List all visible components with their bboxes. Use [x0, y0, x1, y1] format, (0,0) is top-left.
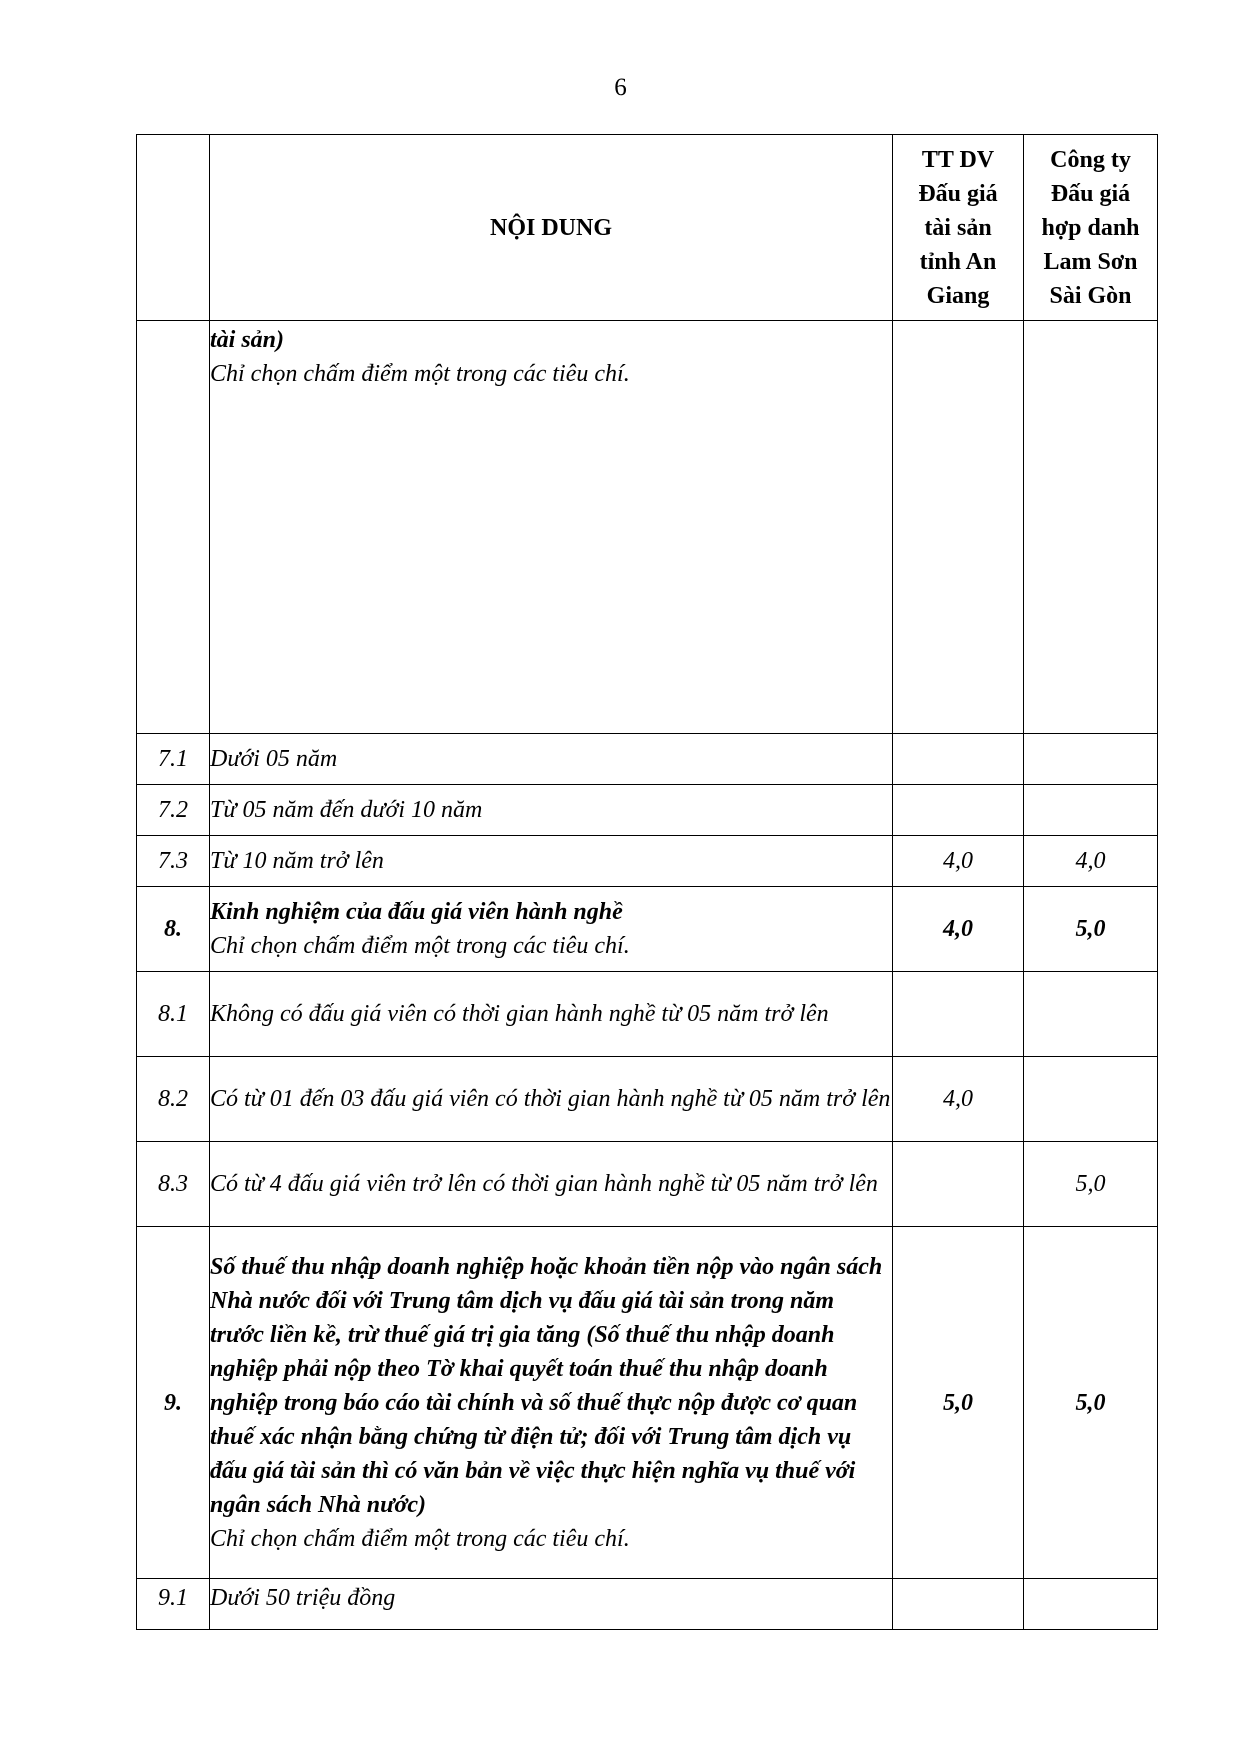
header-a-line: tài sản	[924, 214, 992, 241]
row-content: Có từ 4 đấu giá viên trở lên có thời gian hành nghề từ 05 năm trở lên	[210, 1142, 893, 1227]
row-score-b	[1024, 734, 1158, 785]
header-col-an-giang	[893, 135, 1024, 321]
row-note: Chỉ chọn chấm điểm một trong các tiêu chí.	[210, 933, 630, 959]
header-b-line: Đấu giá	[1050, 180, 1131, 207]
table-row	[137, 734, 1158, 785]
row-score-a	[893, 734, 1024, 785]
table-header-row	[137, 135, 1158, 321]
header-b-line: Công ty	[1050, 146, 1131, 173]
row-number: 7.3	[137, 836, 210, 887]
row-content: Dưới 05 năm	[210, 734, 893, 785]
row-score-b: 5,0	[1024, 1142, 1158, 1227]
row-score-a: 4,0	[893, 1057, 1024, 1142]
row-content: Không có đấu giá viên có thời gian hành nghề từ 05 năm trở lên	[210, 972, 893, 1057]
row-number: 9.1	[137, 1579, 210, 1630]
row-title: Số thuế thu nhập doanh nghiệp hoặc khoản tiền nộp vào ngân sách Nhà nước đối với Trung tâm dịch vụ đấu giá tài sản trong năm trước liền kề, trừ thuế giá trị gia tăng (Số thuế thu nhập doanh nghiệp phải nộp theo Tờ khai quyết toán thuế thu nhập doanh nghiệp trong báo cáo tài chính và số thuế thực nộp được cơ quan thuế xác nhận bằng chứng từ điện tử; đối với Trung tâm dịch vụ đấu giá tài sản thì có văn bản về việc thực hiện nghĩa vụ thuế với ngân sách Nhà nước)	[210, 1253, 883, 1518]
row-note: Chỉ chọn chấm điểm một trong các tiêu chí.	[210, 1525, 630, 1552]
table-row	[137, 321, 1158, 734]
table-row	[137, 887, 1158, 972]
header-b-line: Sài Gòn	[1049, 282, 1132, 309]
table-row	[137, 836, 1158, 887]
row-score-a	[893, 972, 1024, 1057]
row-title: tài sản)	[210, 327, 285, 353]
row-content: Dưới 50 triệu đồng	[210, 1579, 893, 1630]
row-content: Có từ 01 đến 03 đấu giá viên có thời gian hành nghề từ 05 năm trở lên	[210, 1057, 893, 1142]
row-score-b: 5,0	[1024, 1227, 1158, 1579]
row-content	[210, 321, 893, 734]
header-number-cell	[137, 135, 210, 321]
table-row	[137, 1227, 1158, 1579]
row-content	[210, 1227, 893, 1579]
header-b-line: hợp danh	[1041, 214, 1140, 241]
row-score-b	[1024, 1579, 1158, 1630]
row-score-a: 4,0	[893, 836, 1024, 887]
row-number: 7.1	[137, 734, 210, 785]
row-score-a	[893, 1142, 1024, 1227]
scoring-table	[136, 134, 1158, 1630]
row-number: 8.	[137, 887, 210, 972]
row-note: Chỉ chọn chấm điểm một trong các tiêu chí.	[210, 361, 630, 387]
row-score-b: 4,0	[1024, 836, 1158, 887]
row-number: 9.	[137, 1227, 210, 1579]
row-score-a	[893, 321, 1024, 734]
table-row	[137, 972, 1158, 1057]
row-content: Từ 10 năm trở lên	[210, 836, 893, 887]
table-row	[137, 785, 1158, 836]
header-a-line: Giang	[926, 282, 990, 309]
row-number: 7.2	[137, 785, 210, 836]
header-content: NỘI DUNG	[210, 135, 893, 321]
row-number: 8.3	[137, 1142, 210, 1227]
row-score-b	[1024, 785, 1158, 836]
row-score-b: 5,0	[1024, 887, 1158, 972]
header-a-line: tỉnh An	[919, 248, 997, 275]
header-a-line: TT DV	[921, 146, 995, 173]
row-score-b	[1024, 1057, 1158, 1142]
table-row	[137, 1057, 1158, 1142]
row-number	[137, 321, 210, 734]
row-score-a	[893, 1579, 1024, 1630]
row-content: Từ 05 năm đến dưới 10 năm	[210, 785, 893, 836]
row-score-b	[1024, 321, 1158, 734]
table-row	[137, 1579, 1158, 1630]
header-b-line: Lam Sơn	[1043, 248, 1138, 275]
header-a-line: Đấu giá	[918, 180, 998, 207]
row-score-a: 5,0	[893, 1227, 1024, 1579]
table-row	[137, 1142, 1158, 1227]
row-number: 8.1	[137, 972, 210, 1057]
row-score-b	[1024, 972, 1158, 1057]
row-content	[210, 887, 893, 972]
page-number: 6	[614, 74, 627, 101]
row-title: Kinh nghiệm của đấu giá viên hành nghề	[210, 899, 623, 925]
row-score-a	[893, 785, 1024, 836]
row-number: 8.2	[137, 1057, 210, 1142]
header-col-lam-son	[1024, 135, 1158, 321]
row-score-a: 4,0	[893, 887, 1024, 972]
